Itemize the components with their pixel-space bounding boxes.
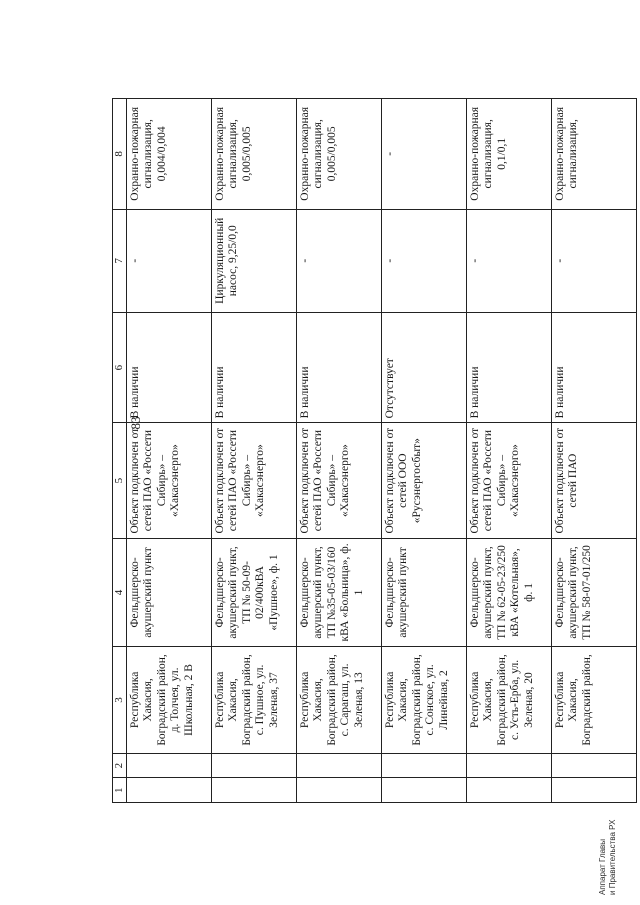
header-col-5: 5 — [113, 423, 127, 538]
cell-col-2 — [211, 753, 296, 778]
cell-equipment: - — [126, 209, 211, 312]
header-col-3: 3 — [113, 647, 127, 754]
table-header-row — [113, 99, 127, 803]
cell-facility: Фельдшерско-акушерский пункт, ТП № 58-07-01/250 — [551, 538, 636, 646]
infrastructure-table-container — [112, 98, 628, 803]
cell-availability: В наличии — [296, 312, 381, 423]
cell-alarm: Охранно-пожарная сигнализация, 0,004/0,004 — [126, 99, 211, 210]
cell-address: Республика Хакасия, Боградский район, с. Сонское, ул. Линейная, 2 — [381, 647, 466, 754]
cell-col-2 — [296, 753, 381, 778]
cell-facility: Фельдшерско-акушерский пункт, ТП № 62-05-23/250 кВА «Котельная», ф. 1 — [466, 538, 551, 646]
cell-alarm: Охранно-пожарная сигнализация, 0,005/0,005 — [211, 99, 296, 210]
table-row — [211, 99, 296, 803]
cell-availability: В наличии — [126, 312, 211, 423]
cell-facility: Фельдшерско-акушерский пункт — [126, 538, 211, 646]
page-number: 83 — [128, 416, 143, 430]
cell-address: Республика Хакасия, Боградский район, с. Пушное, ул. Зеленая, 37 — [211, 647, 296, 754]
footer-line-1: Аппарат Главы — [598, 838, 607, 895]
cell-col-1 — [126, 778, 211, 803]
footer-stamp — [598, 805, 628, 895]
cell-availability: В наличии — [466, 312, 551, 423]
cell-col-1 — [551, 778, 636, 803]
cell-facility: Фельдшерско-акушерский пункт — [381, 538, 466, 646]
cell-power-source: Объект подключен от сетей ПАО «Россети Сибирь» – «Хакасэнерго» — [296, 423, 381, 538]
footer-line-2: и Правительства РХ — [608, 819, 617, 895]
cell-power-source: Объект подключен от сетей ПАО «Россети Сибирь» – «Хакасэнерго» — [126, 423, 211, 538]
cell-alarm: Охранно-пожарная сигнализация, 0,1/0,1 — [466, 99, 551, 210]
table-row — [381, 99, 466, 803]
table-row — [551, 99, 636, 803]
cell-power-source: Объект подключен от сетей ПАО «Россети Сибирь» – «Хакасэнерго» — [466, 423, 551, 538]
cell-col-2 — [466, 753, 551, 778]
cell-address: Республика Хакасия, Боградский район, — [551, 647, 636, 754]
header-col-1: 1 — [113, 778, 127, 803]
cell-facility: Фельдшерско-акушерский пункт, ТП № 50-09-02/400кВА «Пушное», ф. 1 — [211, 538, 296, 646]
cell-col-1 — [381, 778, 466, 803]
header-col-7: 7 — [113, 209, 127, 312]
cell-col-2 — [381, 753, 466, 778]
header-col-4: 4 — [113, 538, 127, 646]
cell-alarm: Охранно-пожарная сигнализация, 0,005/0,005 — [296, 99, 381, 210]
cell-col-1 — [466, 778, 551, 803]
cell-alarm: - — [381, 99, 466, 210]
table-row — [126, 99, 211, 803]
cell-power-source: Объект подключен от сетей ООО «Русэнергосбыт» — [381, 423, 466, 538]
cell-col-1 — [296, 778, 381, 803]
cell-power-source: Объект подключен от сетей ПАО «Россети Сибирь» – «Хакасэнерго» — [211, 423, 296, 538]
cell-power-source: Объект подключен от сетей ПАО — [551, 423, 636, 538]
header-col-6: 6 — [113, 312, 127, 423]
cell-equipment: - — [551, 209, 636, 312]
cell-address: Республика Хакасия, Боградский район, с. Сарагаш, ул. Зеленая, 13 — [296, 647, 381, 754]
cell-col-2 — [551, 753, 636, 778]
cell-availability: В наличии — [211, 312, 296, 423]
cell-col-2 — [126, 753, 211, 778]
cell-equipment: - — [296, 209, 381, 312]
table-row — [296, 99, 381, 803]
cell-equipment: - — [466, 209, 551, 312]
cell-address: Республика Хакасия, Боградский район, д. Толчея, ул. Школьная, 2 В — [126, 647, 211, 754]
infrastructure-table — [112, 98, 637, 803]
cell-equipment: - — [381, 209, 466, 312]
table-row — [466, 99, 551, 803]
cell-alarm: Охранно-пожарная сигнализация, — [551, 99, 636, 210]
cell-address: Республика Хакасия, Боградский район, с. Усть-Ерба, ул. Зеленая, 20 — [466, 647, 551, 754]
cell-col-1 — [211, 778, 296, 803]
header-col-2: 2 — [113, 753, 127, 778]
cell-availability: Отсутствует — [381, 312, 466, 423]
cell-equipment: Циркуляционный насос, 9,25/0,0 — [211, 209, 296, 312]
cell-facility: Фельдшерско-акушерский пункт, ТП №35-05-03/160 кВА «Больница», ф. 1 — [296, 538, 381, 646]
header-col-8: 8 — [113, 99, 127, 210]
cell-availability: В наличии — [551, 312, 636, 423]
